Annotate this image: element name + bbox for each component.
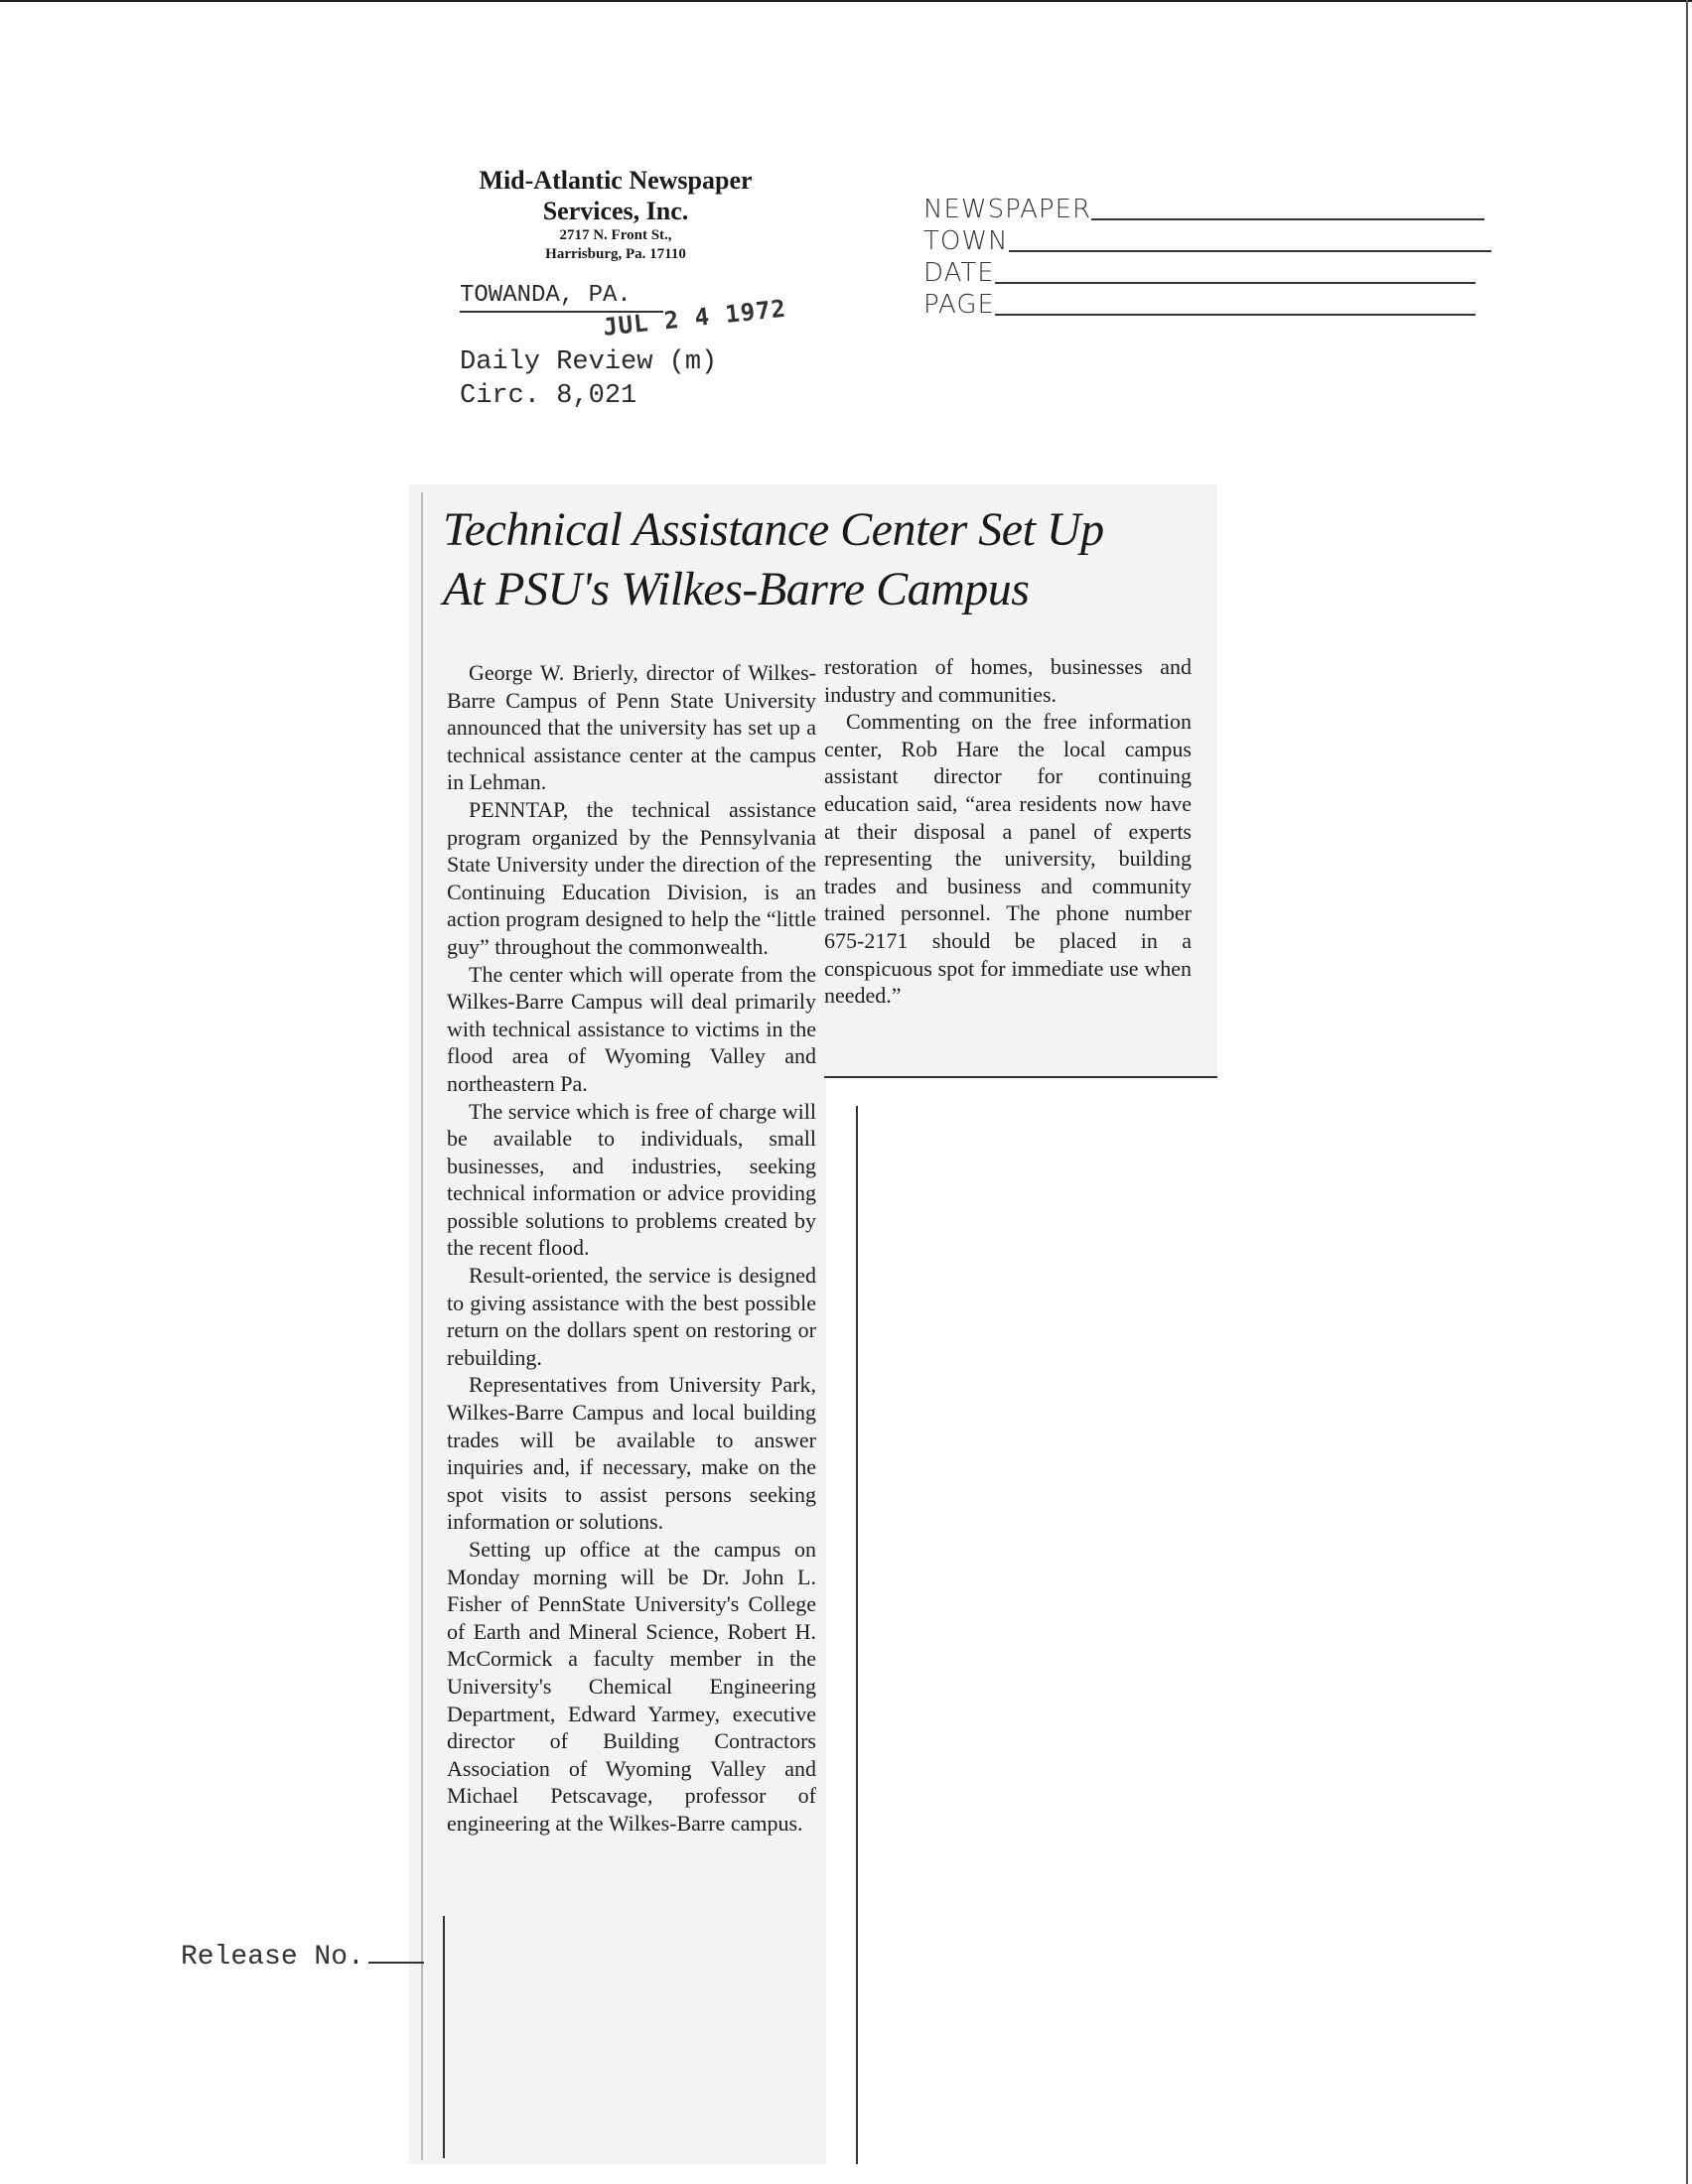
article-column-1 <box>447 659 816 1838</box>
paragraph: George W. Brierly, director of Wilkes-Barre Campus of Penn State University announced that the university has set up a technical assistance center at the campus in Lehman. <box>447 660 816 795</box>
date-stamp: JUL 2 4 1972 <box>602 294 788 341</box>
column-end-rule <box>824 1076 1217 1078</box>
release-number <box>181 1942 424 1973</box>
headline-line1: Technical Assistance Center Set Up <box>443 503 1104 556</box>
paragraph: The service which is free of charge will be available to individuals, small businesses, and industries, seeking technical information or advice providing possible solutions to problems created by the recent flood. <box>447 1098 816 1261</box>
release-label: Release No. <box>181 1942 364 1973</box>
release-line <box>368 1962 424 1964</box>
paragraph: Commenting on the free information center, Rob Hare the local campus assistant director for continuing education said, “area residents now have at their disposal a panel of experts representing the university, building trades and business and community trained personnel. The phone number 675-2171 should be placed in a conspicuous spot for immediate use when needed.” <box>824 709 1192 1009</box>
headline-line2: At PSU's Wilkes-Barre Campus <box>443 563 1030 615</box>
service-address-line1: 2717 N. Front St., <box>559 227 672 243</box>
column-divider <box>856 1106 858 2164</box>
paragraph: Representatives from University Park, Wilkes-Barre Campus and local building trades will be available to answer inquiries and, if necessary, make on the spot visits to assist persons seeking information or solutions. <box>447 1372 816 1535</box>
paragraph: Result-oriented, the service is designed to giving assistance with the best possible return on the dollars spent on restoring or rebuilding. <box>447 1263 816 1370</box>
newspaper-label: NEWSPAPER <box>923 195 1092 224</box>
paragraph: Setting up office at the campus on Monday morning will be Dr. John L. Fisher of PennState University's College of Earth and Mineral Science, Robert H. McCormick a faculty member in the University's Chemical Engineering Department, Edward Yarmey, executive director of Building Contractors Association of Wyoming Valley and Michael Petscavage, professor of engineering at the Wilkes-Barre campus. <box>447 1537 816 1836</box>
date-field <box>923 256 1491 288</box>
town-label: TOWN <box>923 226 1009 256</box>
town-line <box>1009 250 1491 252</box>
article-headline <box>443 500 1198 619</box>
form-fields <box>923 193 1491 320</box>
clipping-bottom-frame <box>443 1916 445 2158</box>
top-edge-line <box>0 0 1692 2</box>
page-line <box>995 314 1476 316</box>
paragraph: The center which will operate from the Wilkes-Barre Campus will deal primarily with technical assistance to victims in the flood area of Wyoming Valley and northeastern Pa. <box>447 961 816 1096</box>
page-field <box>923 288 1491 320</box>
page-label: PAGE <box>923 290 995 320</box>
newspaper-line <box>1091 218 1484 220</box>
clipping-left-edge <box>421 492 423 2160</box>
date-line <box>995 282 1476 284</box>
service-name-line1: Mid-Atlantic Newspaper <box>479 166 753 195</box>
source-paper: Daily Review (m) <box>460 347 718 377</box>
paragraph: PENNTAP, the technical assistance program organized by the Pennsylvania State University under the direction of the Continuing Education Division, is an action program designed to help the “little guy” throughout the commonwealth. <box>447 796 816 959</box>
article-column-2 <box>824 653 1192 1010</box>
date-label: DATE <box>923 258 995 288</box>
paragraph: restoration of homes, businesses and industry and communities. <box>824 654 1192 707</box>
newspaper-field <box>923 193 1491 224</box>
clipping-service-header <box>437 165 794 264</box>
town-field <box>923 224 1491 256</box>
source-town: TOWANDA, PA. <box>460 282 632 309</box>
service-name-line2: Services, Inc. <box>542 197 689 225</box>
service-address-line2: Harrisburg, Pa. 17110 <box>545 246 686 262</box>
right-edge-line <box>1686 0 1688 2184</box>
source-circulation: Circ. 8,021 <box>460 381 637 411</box>
